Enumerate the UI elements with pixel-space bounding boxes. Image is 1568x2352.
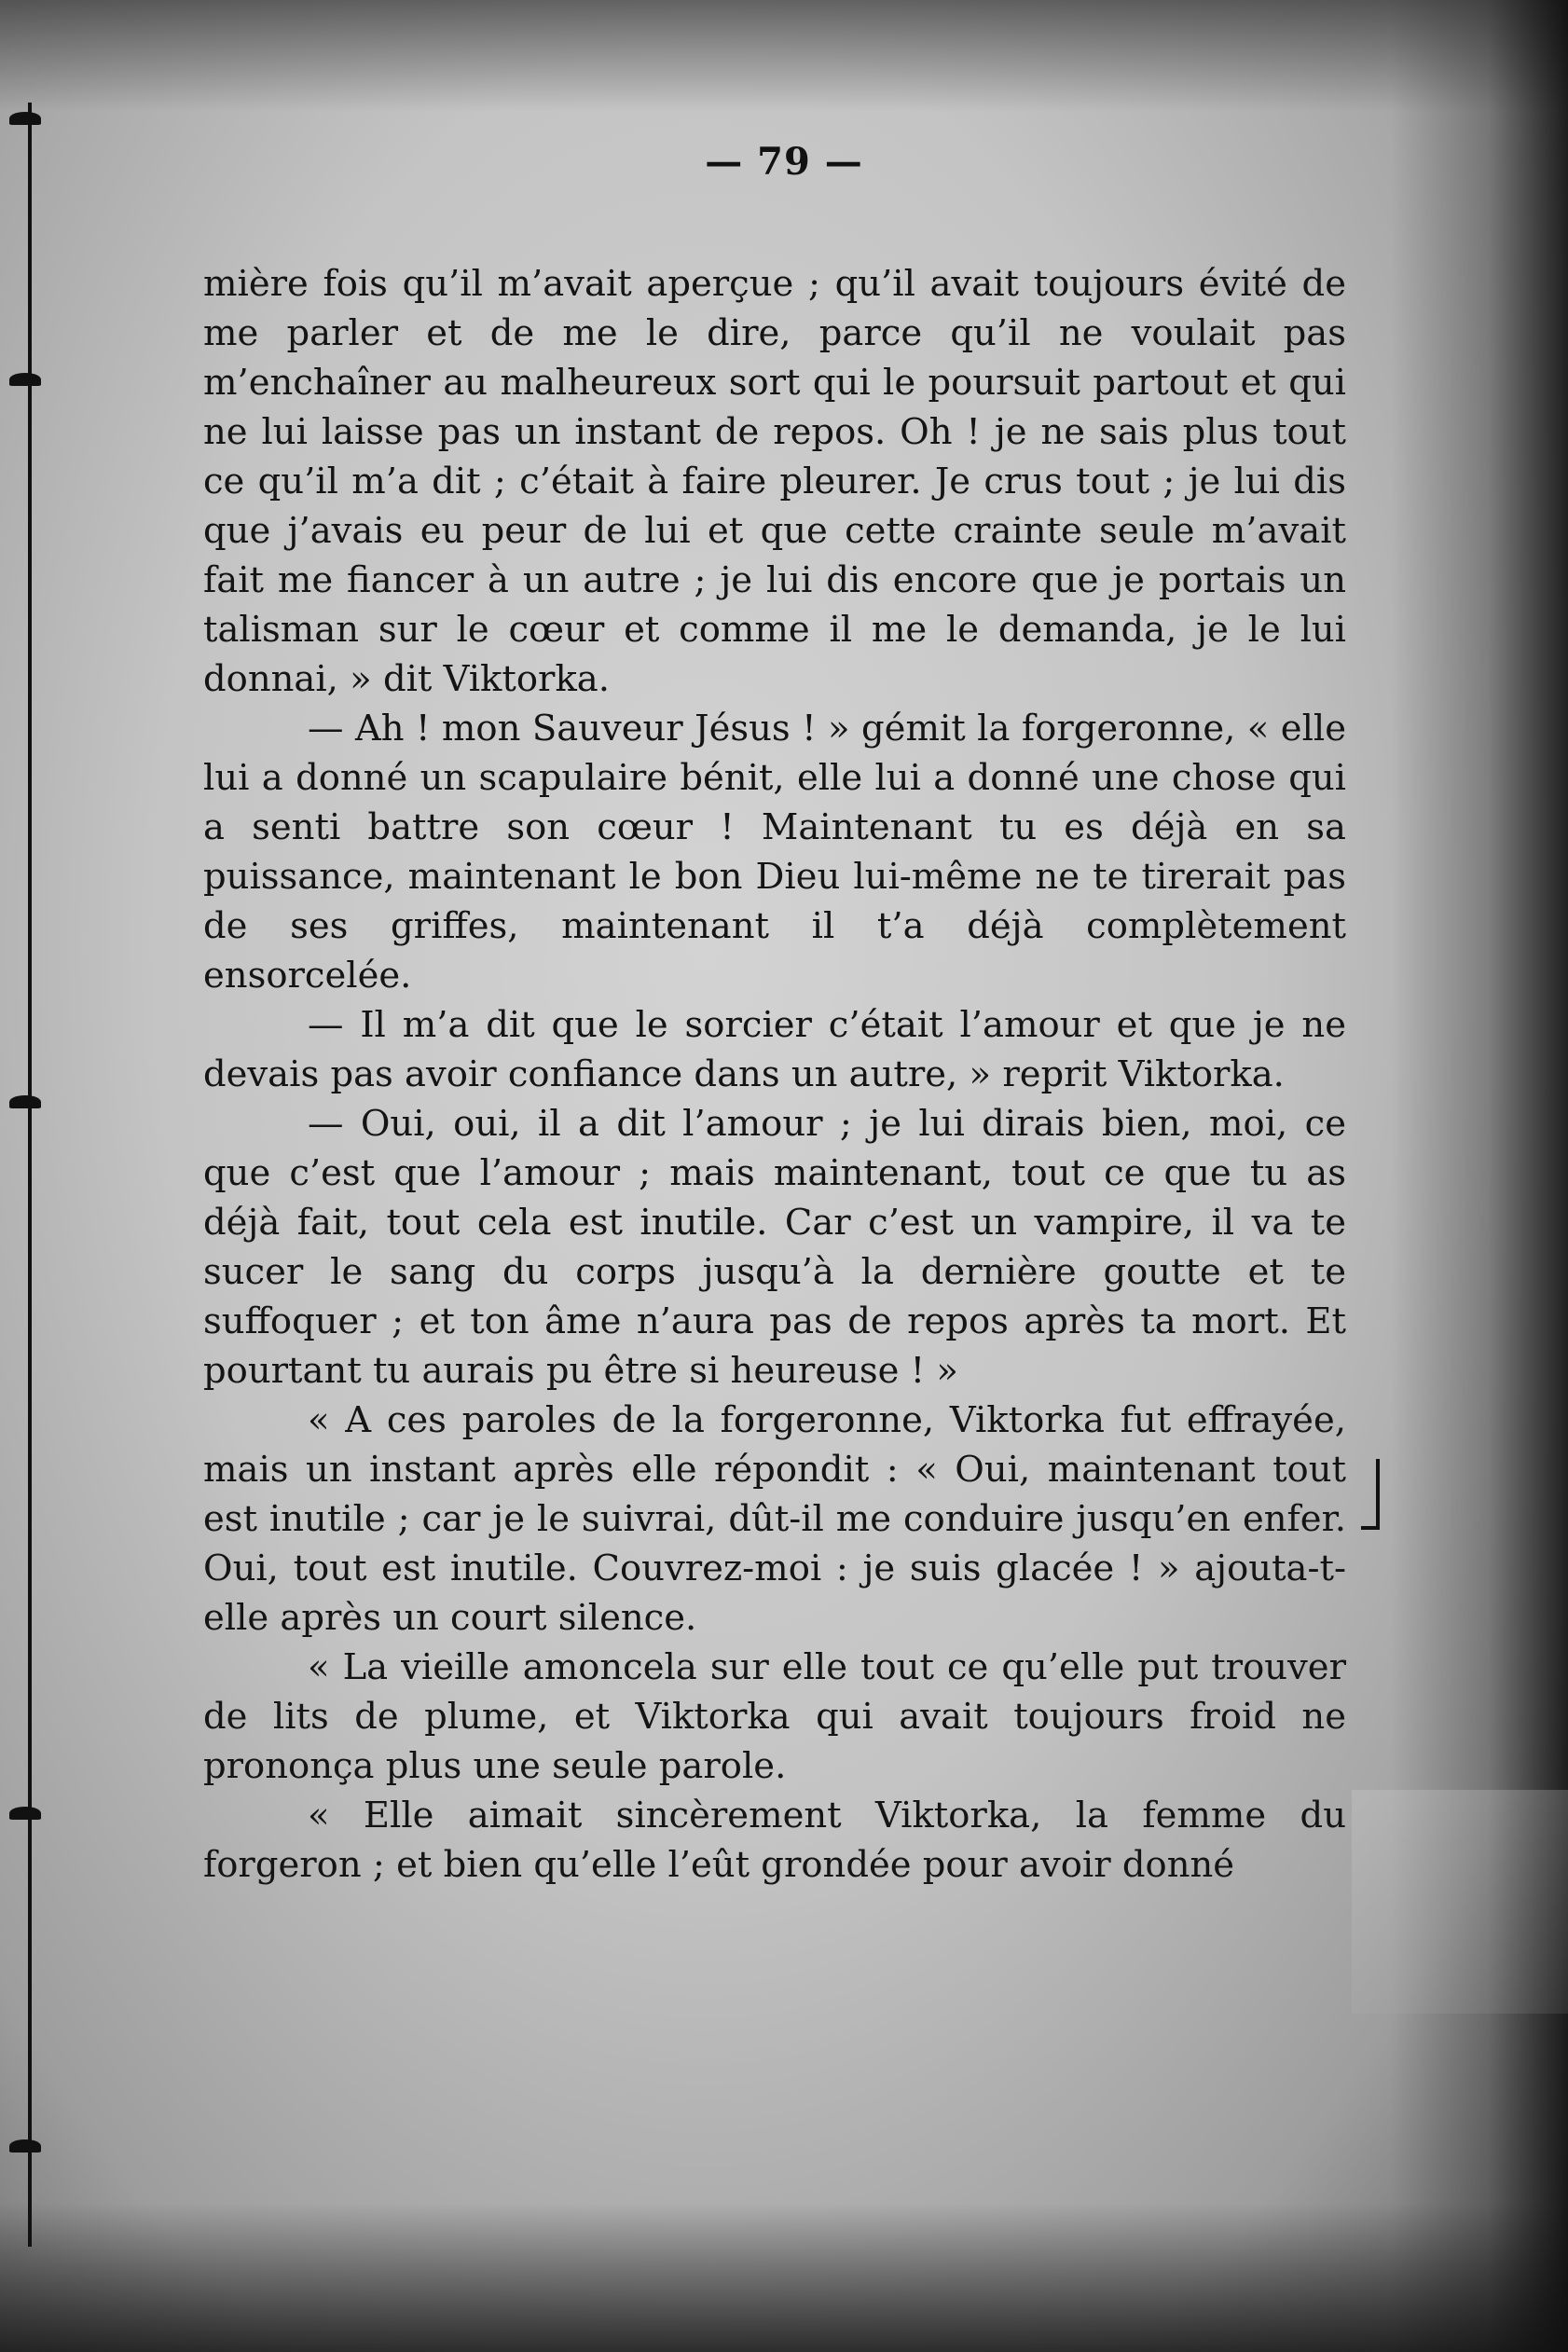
paragraph: « Elle aimait sincèrement Viktorka, la femme du forgeron ; et bien qu’elle l’eût grondée pour avoir donné xyxy=(203,1795,1346,1886)
paragraph: « La vieille amoncela sur elle tout ce qu’elle put trouver de lits de plume, et Viktorka qui avait toujours froid ne prononça plus une seule parole. xyxy=(203,1646,1346,1787)
paragraph: — Oui, oui, il a dit l’amour ; je lui dirais bien, moi, ce que c’est que l’amour ; mais maintenant, tout ce que tu as déjà fait, tout cela est inutile. Car c’est un vampire, il va te sucer le sang du corps jusqu’à la dernière goutte et te suffoquer ; et ton âme n’aura pas de repos après ta mort. Et pourtant tu aurais pu être si heureuse ! » xyxy=(203,1103,1346,1392)
margin-mark xyxy=(9,373,41,386)
left-margin-rule xyxy=(28,103,32,2247)
paragraph: — Il m’a dit que le sorcier c’était l’amour et que je ne devais pas avoir confiance dans un autre, » reprit Viktorka. xyxy=(203,1004,1346,1095)
top-shadow xyxy=(0,0,1568,112)
margin-mark xyxy=(9,2139,41,2153)
margin-mark xyxy=(9,1095,41,1108)
margin-mark xyxy=(9,1807,41,1820)
page-number: — 79 — xyxy=(705,140,863,184)
paper-patch xyxy=(1352,1790,1568,2014)
paragraph: « A ces paroles de la forgeronne, Viktorka fut effrayée, mais un instant après elle répondit : « Oui, maintenant tout est inutile ; car je le suivrai, dût-il me conduire jusqu’en enfer. Oui, tout est inutile. Couvrez-moi : je suis glacée ! » ajouta-t-elle après un court silence. xyxy=(203,1399,1346,1639)
bottom-shadow xyxy=(0,2203,1568,2352)
body-text xyxy=(203,259,1346,1890)
paragraph: — Ah ! mon Sauveur Jésus ! » gémit la forgeronne, « elle lui a donné un scapulaire bénit, elle lui a donné une chose qui a senti battre son cœur ! Maintenant tu es déjà en sa puissance, maintenant le bon Dieu lui-même ne te tirerait pas de ses griffes, maintenant il t’a déjà complètement ensorcelée. xyxy=(203,708,1346,997)
margin-mark xyxy=(9,112,41,125)
margin-bracket xyxy=(1361,1459,1380,1530)
paragraph: mière fois qu’il m’avait aperçue ; qu’il avait toujours évité de me parler et de me le dire, parce qu’il ne voulait pas m’enchaîner au malheureux sort qui le poursuit partout et qui ne lui laisse pas un instant de repos. Oh ! je ne sais plus tout ce qu’il m’a dit ; c’était à faire pleurer. Je crus tout ; je lui dis que j’avais eu peur de lui et que cette crainte seule m’avait fait me fiancer à un autre ; je lui dis encore que je portais un talisman sur le cœur et comme il me le demanda, je le lui donnai, » dit Viktorka. xyxy=(203,263,1346,700)
